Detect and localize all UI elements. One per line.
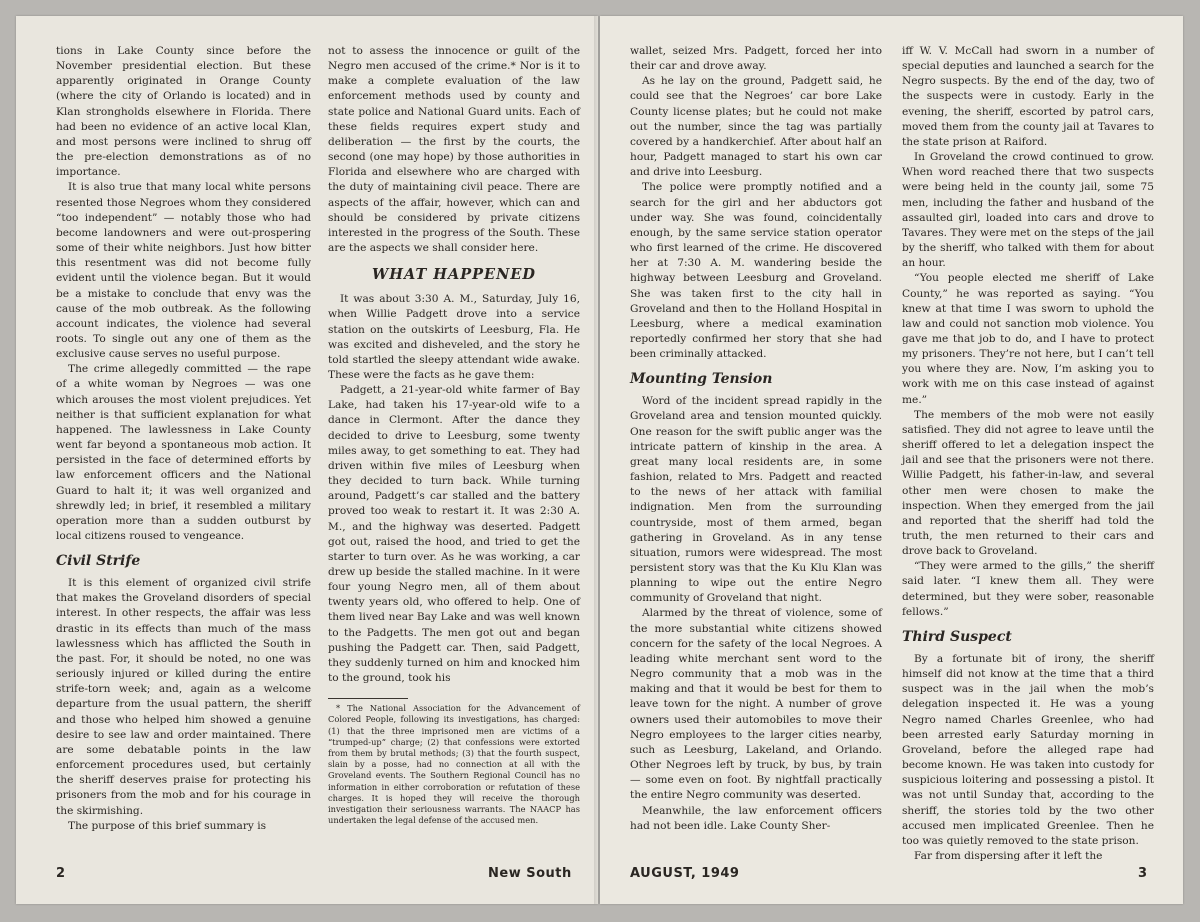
right-page-column-1	[630, 44, 882, 854]
paragraph: wallet, seized Mrs. Padgett, forced her into their car and drove away.	[630, 45, 882, 73]
paragraph: tions in Lake County since before the November presidential election. But these apparently originated in Orange County (where the city of Orlando is located) and in Klan strongholds elsewhere in Florida. There had been no evidence of an active local Klan, and most persons were inclined to shrug off the pre-election demonstrations as of no importance.	[56, 45, 311, 179]
running-title: New South	[488, 866, 572, 881]
paragraph: The crime allegedly committed — the rape of a white woman by Negroes — was one which arouses the most violent prejudices. Yet neither is that sufficient explanation for what happened. The lawlessness in Lake County went far beyond a spontaneous mob action. It persisted in the face of determined efforts by law enforcement officers and the National Guard to halt it; it was well organized and shrewdly led; in brief, it resembled a military operation more than a sudden outburst by local citizens roused to vengeance.	[56, 363, 311, 542]
paragraph: In Groveland the crowd continued to grow. When word reached there that two suspects were being held in the county jail, some 75 men, including the father and husband of the assaulted girl, loaded into cars and drove to Tavares. They were met on the steps of the jail by the sheriff, who talked with them for about an hour.	[902, 151, 1154, 270]
section-heading-third-suspect: Third Suspect	[902, 628, 1012, 645]
page-number: 2	[56, 866, 66, 881]
paragraph: Meanwhile, the law enforcement officers had not been idle. Lake County Sher-	[630, 804, 882, 832]
footnote-text: * The National Association for the Advancement of Colored People, following its investigations, has charged: (1) that the three imprisoned men are victims of a “trumped-up” charge; (2) that confessions were extorted from them by brutal methods; (3) that the fourth suspect, slain by a posse, had no connection at all with the Groveland events. The Southern Regional Council has no information in either corroboration or refutation of these charges. It is hoped they will receive the thorough investigation their seriousness warrants. The NAACP has undertaken the legal defense of the accused men.	[328, 703, 580, 826]
paragraph: Far from dispersing after it left the	[914, 849, 1103, 862]
paragraph: Alarmed by the threat of violence, some of the more substantial white citizens showed concern for the safety of the local Negroes. A leading white merchant sent word to the Negro community that a mob was in the making and that it would be best for them to leave town for the night. A number of grove owners used their automobiles to move their Negro employees to the larger cities nearby, such as Leesburg, Lakeland, and Orlando. Other Negroes left by truck, by bus, by train — some even on foot. By nightfall practically the entire Negro community was deserted.	[630, 607, 882, 802]
paragraph: The members of the mob were not easily satisfied. They did not agree to leave until the sheriff offered to let a delegation inspect the jail and see that the prisoners were not there. Willie Padgett, his father-in-law, and several other men were chosen to make the inspection. When they emerged from the jail and reported that the sheriff had told the truth, the men returned to their cars and drove back to Groveland.	[902, 408, 1154, 558]
footnote	[328, 703, 580, 826]
page-number: 3	[1138, 866, 1148, 881]
paragraph: The purpose of this brief summary is	[68, 819, 267, 832]
paragraph: It is this element of organized civil strife that makes the Groveland disorders of special interest. In other respects, the affair was less drastic in its effects than much of the mass lawlessness which has afflicted the South in the past. For, it should be noted, no one was seriously injured or killed during the entire strife-torn week; and, again as a welcome departure from the usual pattern, the sheriff and those who helped him showed a genuine desire to see law and order maintained. There are some debatable points in the law enforcement procedures used, but certainly the sheriff deserves praise for protecting his prisoners from the mob and for his courage in the skirmishing.	[56, 577, 311, 817]
paragraph: Padgett, a 21-year-old white farmer of Bay Lake, had taken his 17-year-old wife to a dance in Clermont. After the dance they decided to drive to Leesburg, some twenty miles away, to get something to eat. They had driven within five miles of Leesburg when they decided to turn back. While turning around, Padgett’s car stalled and the battery proved too weak to restart it. It was 2:30 A. M., and the highway was deserted. Padgett got out, raised the hood, and tried to get the starter to turn over. As he was working, a car drew up beside the stalled machine. In it were four young Negro men, all of them about twenty years old, who offered to help. One of them lived near Bay Lake and was well known to the Padgetts. The men got out and began pushing the Padgett car. Then, said Padgett, they suddenly turned on him and knocked him to the ground, took his	[328, 384, 580, 685]
paragraph: “They were armed to the gills,” the sheriff said later. “I knew them all. They were determined, but they were sober, reasonable fellows.”	[902, 560, 1154, 618]
paragraph: It was about 3:30 A. M., Saturday, July 16, when Willie Padgett drove into a service station on the outskirts of Leesburg, Fla. He was excited and disheveled, and the story he told startled the sleepy attendant wide awake. These were the facts as he gave them:	[328, 293, 580, 381]
paragraph: As he lay on the ground, Padgett said, he could see that the Negroes’ car bore Lake County license plates; but he could not make out the number, since the tag was partially covered by a handkerchief. After about half an hour, Padgett managed to start his own car and drive into Leesburg.	[630, 75, 882, 179]
paragraph: “You people elected me sheriff of Lake County,” he was reported as saying. “You knew at that time I was sworn to uphold the law and could not sanction mob violence. You gave me that job to do, and I have to protect my prisoners. They’re not here, but I can’t tell you where they are. Now, I’m asking you to work with me on this case instead of against me.”	[902, 272, 1154, 406]
paragraph: Word of the incident spread rapidly in the Groveland area and tension mounted quickly. One reason for the swift public anger was the intricate pattern of kinship in the area. A great many local residents are, in some fashion, related to Mrs. Padgett and reacted to the news of her attack with familial indignation. Men from the surrounding countryside, most of them armed, began gathering in Groveland. As in any tense situation, rumors were widespread. The most persistent story was that the Ku Klu Klan was planning to wipe out the entire Negro community of Groveland that night.	[630, 395, 882, 605]
section-heading-what-happened: WHAT HAPPENED	[372, 266, 536, 284]
date-line: AUGUST, 1949	[630, 866, 740, 881]
paragraph: iff W. V. McCall had sworn in a number of special deputies and launched a search for the Negro suspects. By the end of the day, two of the suspects were in custody. Early in the evening, the sheriff, escorted by patrol cars, moved them from the county jail at Tavares to the state prison at Raiford.	[902, 45, 1154, 148]
paragraph: By a fortunate bit of irony, the sheriff himself did not know at the time that a third suspect was in the jail when the mob’s delegation inspected it. He was a young Negro named Charles Greenlee, who had been arrested early Saturday morning in Groveland, before the alleged rape had become known. He was taken into custody for suspicious loitering and possessing a pistol. It was not until Sunday that, according to the sheriff, the stories told by the two other accused men implicated Greenlee. Then he too was quietly removed to the state prison.	[902, 652, 1154, 847]
section-heading-mounting-tension: Mounting Tension	[630, 371, 773, 388]
left-page	[16, 16, 598, 904]
paragraph: It is also true that many local white persons resented those Negroes whom they considered “too independent” — notably those who had become landowners and were out-prospering some of their white neighbors. Just how bitter this resentment was did not become fully evident until the violence began. But it would be a mistake to conclude that envy was the cause of the mob outbreak. As the following account indicates, the violence had several roots. To single out any one of them as the exclusive cause serves no useful purpose.	[56, 181, 311, 361]
right-page	[600, 16, 1183, 904]
section-heading-civil-strife: Civil Strife	[56, 553, 141, 570]
left-page-column-2	[328, 44, 580, 854]
paragraph: not to assess the innocence or guilt of the Negro men accused of the crime.* Nor is it to make a complete evaluation of the law enforcement methods used by county and state police and National Guard units. Each of these fields requires expert study and deliberation — the first by the courts, the second (one may hope) by those authorities in Florida and elsewhere who are charged with the duty of maintaining civil peace. There are aspects of the affair, however, which can and should be considered by private citizens interested in the progress of the South. These are the aspects we shall consider here.	[328, 45, 580, 255]
paragraph: The police were promptly notified and a search for the girl and her abductors got under way. She was found, coincidentally enough, by the same service station operator who first learned of the crime. He discovered her at 7:30 A. M. wandering beside the highway between Leesburg and Groveland. She was taken first to the city hall in Groveland and then to the Holland Hospital in Leesburg, where a medical examination reportedly confirmed her story that she had been criminally attacked.	[630, 181, 882, 361]
footnote-divider	[328, 698, 408, 699]
left-page-column-1	[56, 44, 311, 854]
right-page-column-2	[902, 44, 1154, 862]
